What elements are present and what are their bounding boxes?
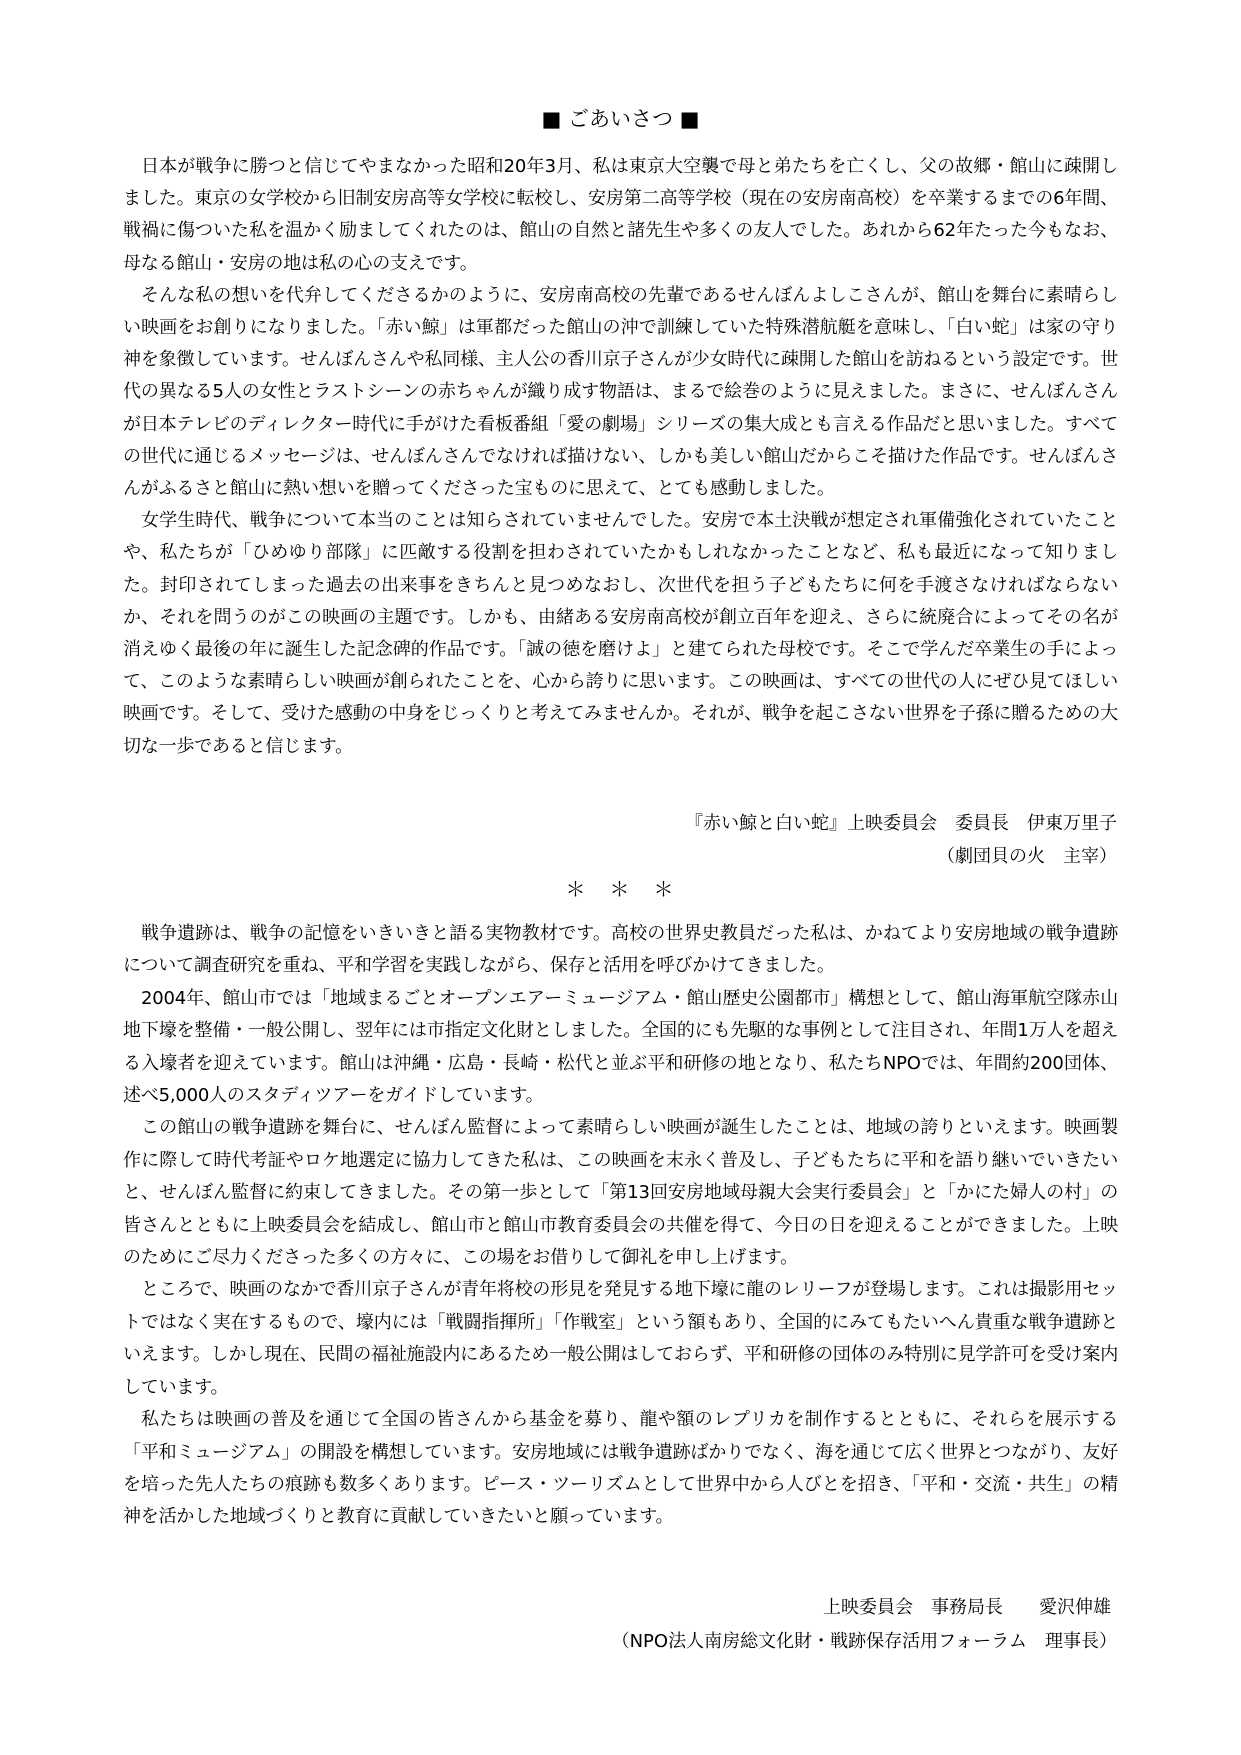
secretariat-paragraph-2: 2004年、館山市では「地域まるごとオープンエアーミュージアム・館山歴史公園都市」構想として、館山海軍航空隊赤山地下壕を整備・一般公開し、翌年には市指定文化財としました。全国的にも先駆的な事例として注目され、年間1万人を超える入壕者を迎えています。館山は沖縄・広島・長崎・松代と並ぶ平和研修の地となり、私たちNPOでは、年間約200団体、述べ5,000人のスタディツアーをガイドしています。 <box>123 987 1118 1107</box>
secretariat-paragraph-4: ところで、映画のなかで香川京子さんが青年将校の形見を発見する地下壕に龍のレリーフが登場します。これは撮影用セットではなく実在するもので、壕内には「戦闘指揮所」「作戦室」という額もあり、全国的にみてもたいへん貴重な戦争遺跡といえます。しかし現在、民間の福祉施設内にあるため一般公開はしておらず、平和研修の団体のみ特別に見学許可を受け案内しています。 <box>123 1279 1118 1398</box>
chairperson-affiliation: （劇団貝の火 主宰） <box>937 846 1117 867</box>
greeting-paragraph-3: 女学生時代、戦争について本当のことは知らされていませんでした。安房で本土決戦が想定され軍備強化されていたことや、私たちが「ひめゆり部隊」に匹敵する役割を担わされていたかもしれなかったことなど、私も最近になって知りました。封印されてしまった過去の出来事をきちんと見つめなおし、次世代を担う子どもたちに何を手渡さなければならないか、それを問うのがこの映画の主題です。しかも、由緒ある安房南高校が創立百年を迎え、さらに統廃合によってその名が消えゆく最後の年に誕生した記念碑的作品です。「誠の徳を磨けよ」と建てられた母校です。そこで学んだ卒業生の手によって、このような素晴らしい映画が創られたことを、心から誇りに思います。この映画は、すべての世代の人にぜひ見てほしい映画です。そして、受けた感動の中身をじっくりと考えてみませんか。それが、戦争を起こさない世界を子孫に贈るための大切な一歩であると信じます。 <box>123 510 1118 757</box>
greeting-paragraph-1: 日本が戦争に勝つと信じてやまなかった昭和20年3月、私は東京大空襲で母と弟たちを亡くし、父の故郷・館山に疎開しました。東京の女学校から旧制安房高等女学校に転校し、安房第二高等学校（現在の安房南高校）を卒業するまでの6年間、戦禍に傷ついた私を温かく励ましてくれたのは、館山の自然と諸先生や多くの友人でした。あれから62年たった今もなお、母なる館山・安房の地は私の心の支えです。 <box>123 156 1118 274</box>
secretariat-paragraph-5: 私たちは映画の普及を通じて全国の皆さんから基金を募り、龍や額のレプリカを制作するとともに、それらを展示する「平和ミュージアム」の開設を構想しています。安房地域には戦争遺跡ばかりでなく、海を通じて広く世界とつながり、友好を培った先人たちの痕跡も数多くあります。ピース・ツーリズムとして世界中から人びとを招き、「平和・交流・共生」の精神を活かした地域づくりと教育に貢献していきたいと願っています。 <box>123 1409 1118 1528</box>
section-separator: ＊ ＊ ＊ <box>565 877 676 901</box>
greeting-paragraph-2: そんな私の想いを代弁してくださるかのように、安房南高校の先輩であるせんぼんよしこさんが、館山を舞台に素晴らしい映画をお創りになりました。「赤い鯨」は軍都だった館山の沖で訓練していた特殊潜航艇を意味し、「白い蛇」は家の守り神を象徴しています。せんぼんさんや私同様、主人公の香川京子さんが少女時代に疎開した館山を訪ねるという設定です。世代の異なる5人の女性とラストシーンの赤ちゃんが織り成す物語は、まるで絵巻のように見えました。まさに、せんぼんさんが日本テレビのディレクター時代に手がけた看板番組「愛の劇場」シリーズの集大成とも言える作品だと思いました。すべての世代に通じるメッセージは、せんぼんさんでなければ描けない、しかも美しい館山だからこそ描けた作品です。せんぼんさんがふるさと館山に熱い想いを贈ってくださった宝ものに思えて、とても感動しました。 <box>123 284 1118 500</box>
secretariat-paragraph-1: 戦争遺跡は、戦争の記憶をいきいきと語る実物教材です。高校の世界史教員だった私は、かねてより安房地域の戦争遺跡について調査研究を重ね、平和学習を実践しながら、保存と活用を呼びかけてきました。 <box>123 923 1118 977</box>
chairperson-signature: 『赤い鯨と白い蛇』上映委員会 委員長 伊東万里子 <box>685 813 1117 834</box>
secretariat-paragraph-3: この館山の戦争遺跡を舞台に、せんぼん監督によって素晴らしい映画が誕生したことは、地域の誇りといえます。映画製作に際して時代考証やロケ地選定に協力してきた私は、この映画を末永く普及し、子どもたちに平和を語り継いでいきたいと、せんぼん監督に約束してきました。その第一歩として「第13回安房地域母親大会実行委員会」と「かにた婦人の村」の皆さんとともに上映委員会を結成し、館山市と館山市教育委員会の共催を得て、今日の日を迎えることができました。上映のためにご尽力くださった多くの方々に、この場をお借りして御礼を申し上げます。 <box>123 1117 1118 1269</box>
page-title: ■ ごあいさつ ■ <box>541 107 700 131</box>
greeting-body <box>123 151 1118 763</box>
secretary-signature: 上映委員会 事務局長 愛沢伸雄 <box>823 1597 1111 1618</box>
secretary-affiliation: （NPO法人南房総文化財・戦跡保存活用フォーラム 理事長） <box>611 1631 1117 1652</box>
secretariat-body <box>123 918 1118 1534</box>
